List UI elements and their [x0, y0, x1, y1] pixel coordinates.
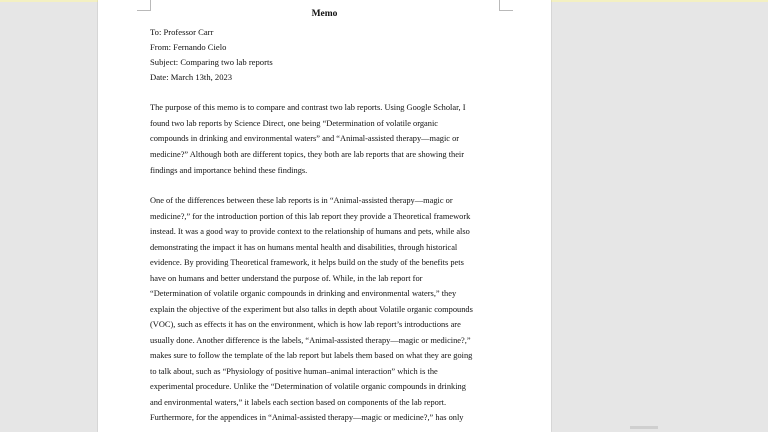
- paragraph-2-line-14: and environmental waters,” it labels each section based on components of the lab report.: [150, 398, 447, 407]
- paragraph-2-line-2: medicine?,” for the introduction portion of this lab report they provide a Theoretical framework: [150, 212, 471, 221]
- memo-date: Date: March 13th, 2023: [150, 72, 233, 82]
- memo-from: From: Fernando Cielo: [150, 42, 227, 52]
- status-bar-handle[interactable]: [630, 426, 658, 429]
- paragraph-2-line-11: makes sure to follow the template of the lab report but labels them based on what they are going: [150, 351, 473, 360]
- paragraph-2-line-7: “Determination of volatile organic compounds in drinking and environmental waters,” they: [150, 289, 457, 298]
- paragraph-1-line-4: medicine?” Although both are different topics, they both are lab reports that are showing their: [150, 150, 465, 159]
- paragraph-1-line-2: found two lab reports by Science Direct, one being “Determination of volatile organic: [150, 119, 438, 128]
- paragraph-2-line-5: evidence. By providing Theoretical framework, it helps build on the study of the benefits pets: [150, 258, 464, 267]
- paragraph-2-line-6: have on humans and better understand the purpose of. While, in the lab report for: [150, 274, 423, 283]
- paragraph-2-line-13: experimental procedure. Unlike the “Determination of volatile organic compounds in drinking: [150, 382, 466, 391]
- memo-to: To: Professor Carr: [150, 27, 214, 37]
- paragraph-1-line-3: compounds in drinking and environmental waters” and “Animal-assisted therapy—magic or: [150, 134, 460, 143]
- paragraph-2-line-15: Furthermore, for the appendices in “Animal-assisted therapy—magic or medicine?,” has only: [150, 413, 464, 422]
- paragraph-2-line-8: explain the objective of the experiment but also talks in depth about Volatile organic compounds: [150, 305, 473, 314]
- paragraph-1-line-5: findings and importance behind these findings.: [150, 166, 308, 175]
- paragraph-2-line-3: instead. It was a good way to provide context to the relationship of humans and pets, while also: [150, 227, 470, 236]
- memo-subject: Subject: Comparing two lab reports: [150, 57, 273, 67]
- paragraph-2-line-4: demonstrating the impact it has on humans mental health and disabilities, through historical: [150, 243, 458, 252]
- paragraph-1-line-1: The purpose of this memo is to compare and contrast two lab reports. Using Google Scholar, I: [150, 103, 466, 112]
- memo-title: Memo: [311, 9, 338, 19]
- paragraph-2-line-9: (VOC), such as effects it has on the environment, which is how lab report’s introductions are: [150, 320, 461, 329]
- document-page[interactable]: [98, 0, 551, 432]
- paragraph-2-line-1: One of the differences between these lab reports is in “Animal-assisted therapy—magic or: [150, 196, 453, 205]
- paragraph-2-line-10: usually done. Another difference is the labels, “Animal-assisted therapy—magic or medicine?,”: [150, 336, 471, 345]
- paragraph-2-line-12: to talk about, such as “Physiology of positive human–animal interaction” which is the: [150, 367, 438, 376]
